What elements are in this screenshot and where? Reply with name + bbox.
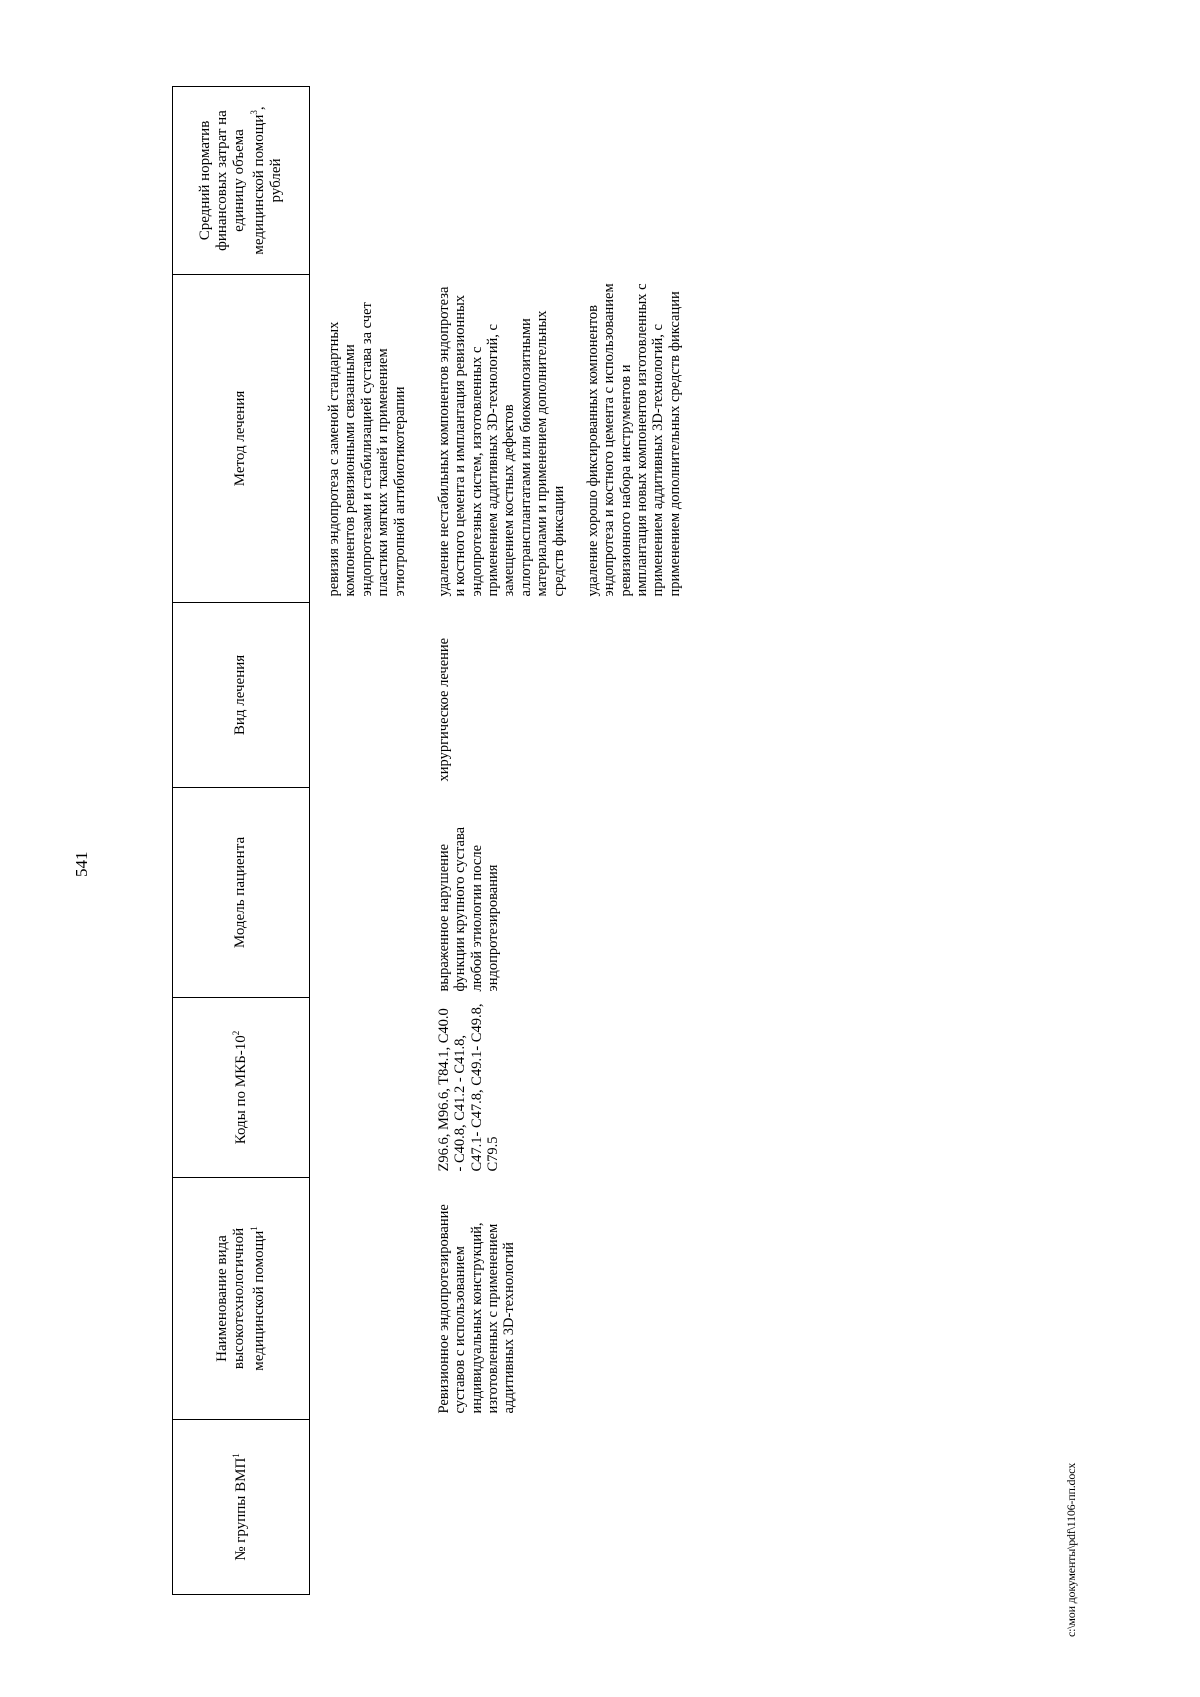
row-group-number bbox=[436, 1420, 701, 1595]
footer-file-path: c:\мои документы\pdf\1106-пп.docx bbox=[1064, 1462, 1078, 1637]
header-icd-codes: Коды по МКБ-$10^2$ bbox=[173, 998, 310, 1178]
method-item: удаление хорошо фиксированных компонентов эндопротеза и костного цемента с использованием ревизионного набора инструментов и имплантация новых компонентов изготовленных с применением аддитивных 3D-технологий, с применением дополнительных средств фиксации bbox=[584, 283, 683, 597]
row-treatment-type: хирургическое лечение bbox=[435, 637, 452, 782]
row-patient-model: выраженное нарушение функции крупного сустава любой этиологии после эндопротезирования bbox=[435, 826, 501, 992]
table-row bbox=[436, 87, 701, 1595]
row-average-cost bbox=[436, 87, 701, 275]
vmp-table bbox=[172, 86, 701, 1595]
row-icd-codes: Z96.6, M96.6, T84.1, C40.0 - C40.8, C41.2 - C41.8, C47.1- C47.8, C49.1- C49.8, C79.5 bbox=[435, 1003, 501, 1172]
header-vmp-name: Наименование вида высокотехнологичной медицинской помощи$^1$ bbox=[173, 1178, 310, 1420]
table-header-row bbox=[173, 87, 310, 1595]
header-average-cost: Средний норматив финансовых затрат на единицу объема медицинской помощи$^3$, рублей bbox=[173, 87, 310, 275]
row-vmp-name: Ревизионное эндопротезирование суставов с использованием индивидуальных конструкций, изготовленных с применением аддитивных 3D-технологий bbox=[435, 1204, 518, 1414]
method-item: удаление нестабильных компонентов эндопротеза и костного цемента и имплантация ревизионных эндопротезных систем, изготовленных с применением аддитивных 3D-технологий, с замещением костных дефектов аллотрансплантатами или биокомпозитными материалами и применением дополнительных средств фиксации bbox=[435, 286, 567, 597]
header-treatment-method: Метод лечения bbox=[173, 275, 310, 603]
header-patient-model: Модель пациента bbox=[173, 788, 310, 998]
carry-over-method: ревизия эндопротеза с заменой стандартных компонентов ревизионными связанными эндопротезами и стабилизацией сустава за счет пластики мягких тканей и применением этиотропной антибиотикотерапии bbox=[326, 302, 408, 597]
page-number: 541 bbox=[72, 851, 91, 877]
header-group-number: № группы ВМП$^1$ bbox=[173, 1420, 310, 1595]
header-treatment-type: Вид лечения bbox=[173, 603, 310, 788]
row-treatment-methods bbox=[436, 275, 701, 603]
carry-over-row bbox=[326, 87, 408, 1595]
